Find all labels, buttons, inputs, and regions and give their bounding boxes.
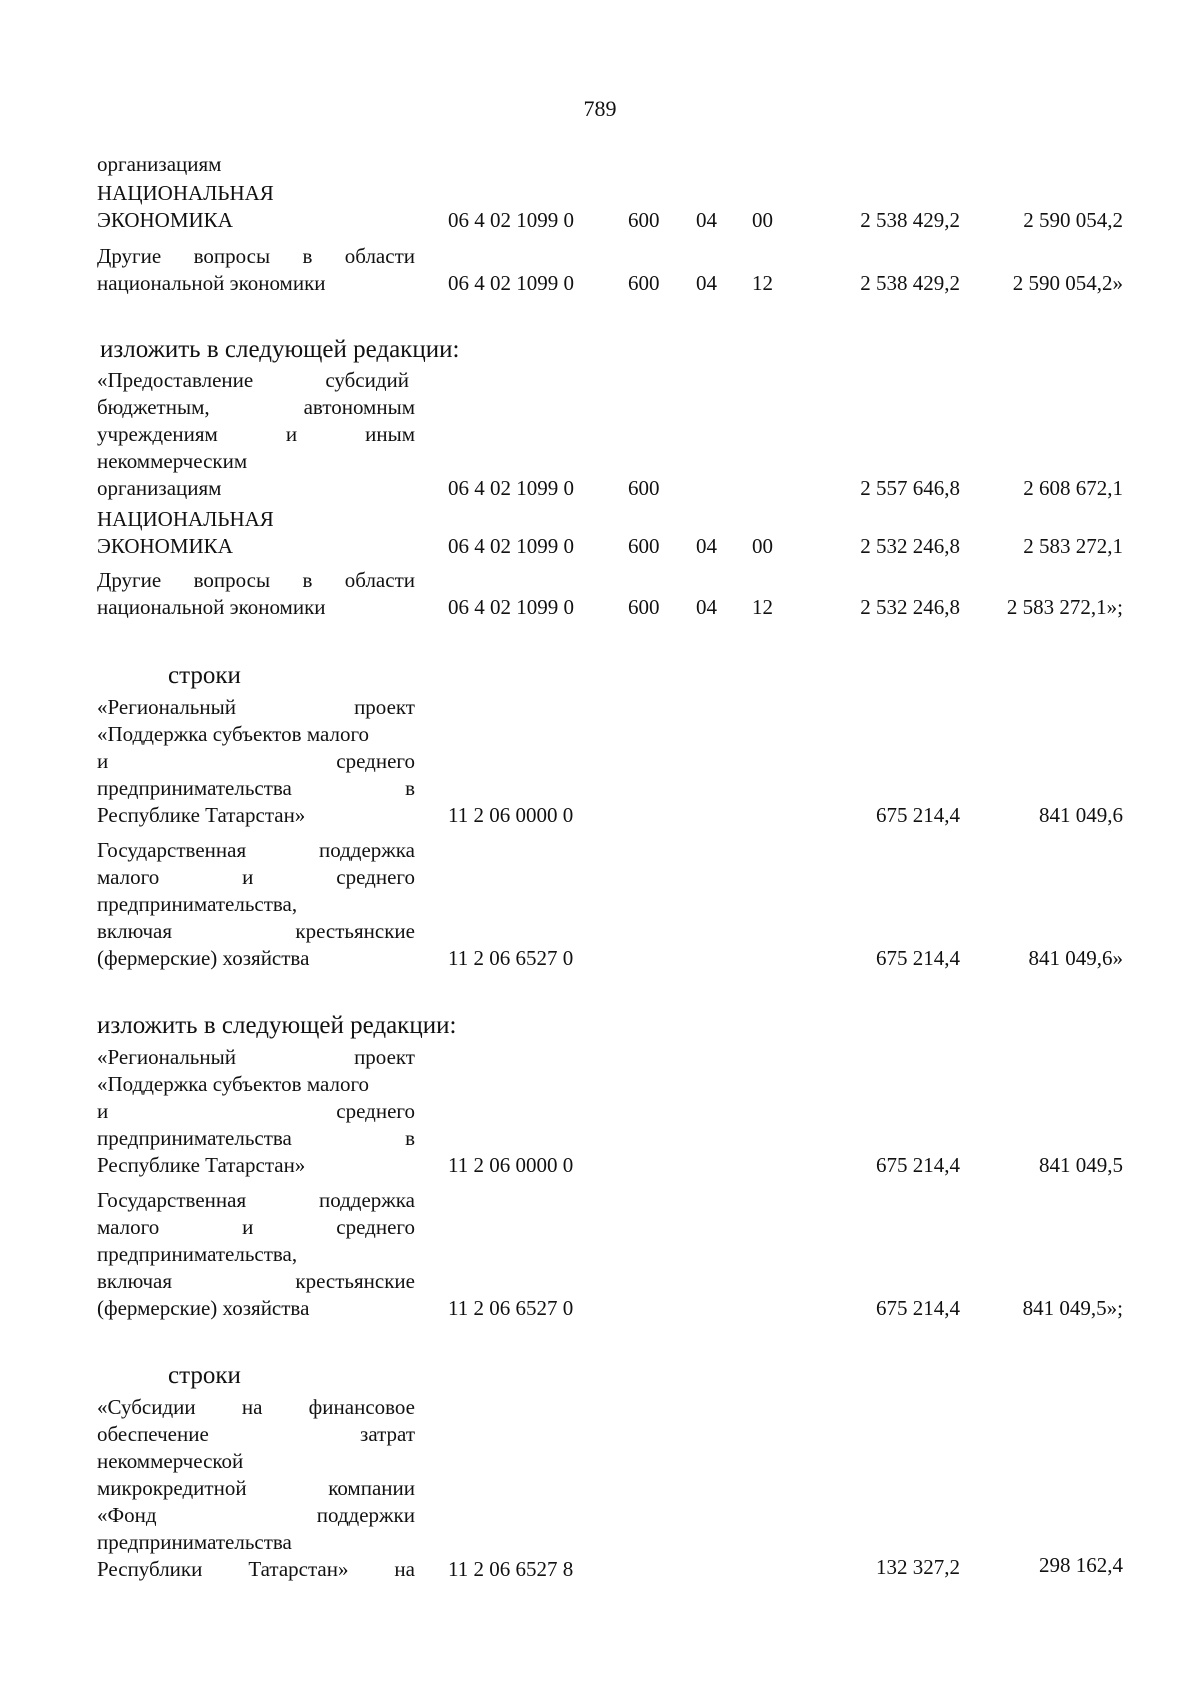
table-row xyxy=(0,567,1200,621)
row-name-line: предпринимательства, xyxy=(97,1242,298,1266)
target-code: 06 4 02 1099 0 xyxy=(448,271,574,295)
row-name-line: ЭКОНОМИКА xyxy=(97,534,233,558)
amount-year1: 2 538 429,2 xyxy=(860,271,960,295)
row-name xyxy=(97,243,415,297)
row-name-line: Республике Татарстан» xyxy=(97,803,306,827)
row-name-line: «Поддержка субъектов малого xyxy=(97,1072,370,1096)
subsection-code: 00 xyxy=(752,534,773,558)
row-name-line: «Поддержка субъектов малого xyxy=(97,722,370,746)
row-name-line: организациям xyxy=(97,152,222,176)
amount-year2: 298 162,4 xyxy=(1039,1553,1123,1577)
row-name-line: национальной экономики xyxy=(97,595,326,619)
row-name-line: ЭКОНОМИКА xyxy=(97,208,233,232)
amount-year2: 2 590 054,2 xyxy=(1023,208,1123,232)
row-name-line: малого и среднего xyxy=(97,1215,415,1239)
table-row xyxy=(0,367,1200,502)
row-name-line: некоммерческой xyxy=(97,1449,244,1473)
target-code: 11 2 06 0000 0 xyxy=(448,803,574,827)
row-name-line: предпринимательства в xyxy=(97,1126,415,1150)
section-code: 04 xyxy=(696,208,717,232)
row-name xyxy=(97,837,415,972)
amount-year2: 841 049,5 xyxy=(1039,1153,1123,1177)
row-name-line: Республики Татарстан» на xyxy=(97,1557,415,1581)
row-name-line: включая крестьянские xyxy=(97,1269,415,1293)
row-name-line: предпринимательства, xyxy=(97,892,298,916)
expense-type: 600 xyxy=(628,208,660,232)
table-row xyxy=(0,1187,1200,1322)
amount-year2: 841 049,6 xyxy=(1039,803,1123,827)
section-code: 04 xyxy=(696,595,717,619)
target-code: 06 4 02 1099 0 xyxy=(448,534,574,558)
section-heading: строки xyxy=(168,1362,241,1389)
row-name-line: и среднего xyxy=(97,749,415,773)
row-name-line: Государственная поддержка xyxy=(97,838,415,862)
table-row xyxy=(0,1044,1200,1179)
expense-type: 600 xyxy=(628,595,660,619)
section-heading: строки xyxy=(168,662,241,689)
row-name-line: Республике Татарстан» xyxy=(97,1153,306,1177)
target-code: 06 4 02 1099 0 xyxy=(448,476,574,500)
row-name-line: и среднего xyxy=(97,1099,415,1123)
row-name xyxy=(97,1394,415,1583)
row-name-line: включая крестьянские xyxy=(97,919,415,943)
amount-year1: 2 538 429,2 xyxy=(860,208,960,232)
amount-year2: 841 049,6» xyxy=(1028,946,1123,970)
target-code: 06 4 02 1099 0 xyxy=(448,595,574,619)
row-name-line: Другие вопросы в области xyxy=(97,568,415,592)
table-row xyxy=(0,837,1200,972)
row-name-line: НАЦИОНАЛЬНАЯ xyxy=(97,181,274,205)
row-name-line: микрокредитной компании xyxy=(97,1476,415,1500)
table-row xyxy=(0,151,1200,178)
section-code: 04 xyxy=(696,271,717,295)
row-name-line: Другие вопросы в области xyxy=(97,244,415,268)
row-name-line: (фермерские) хозяйства xyxy=(97,1296,310,1320)
amount-year1: 675 214,4 xyxy=(876,803,960,827)
table-row xyxy=(0,694,1200,829)
row-name-line: организациям xyxy=(97,476,222,500)
amount-year2: 2 608 672,1 xyxy=(1023,476,1123,500)
amount-year1: 675 214,4 xyxy=(876,1153,960,1177)
row-name-line: бюджетным, автономным xyxy=(97,395,415,419)
table-row xyxy=(0,180,1200,234)
amount-year1: 132 327,2 xyxy=(876,1555,960,1579)
row-name xyxy=(97,180,415,234)
subsection-code: 12 xyxy=(752,271,773,295)
row-name xyxy=(97,151,415,178)
expense-type: 600 xyxy=(628,534,660,558)
table-row xyxy=(0,1394,1200,1583)
row-name-line: «Региональный проект xyxy=(97,1045,415,1069)
section-heading: изложить в следующей редакции: xyxy=(97,1012,457,1039)
row-name xyxy=(97,367,415,502)
row-name-line: некоммерческим xyxy=(97,449,248,473)
row-name-line: предпринимательства в xyxy=(97,776,415,800)
subsection-code: 12 xyxy=(752,595,773,619)
row-name-line: «Фонд поддержки xyxy=(97,1503,415,1527)
page-number: 789 xyxy=(583,96,617,121)
amount-year1: 2 532 246,8 xyxy=(860,534,960,558)
amount-year2: 841 049,5»; xyxy=(1022,1296,1123,1320)
amount-year1: 675 214,4 xyxy=(876,1296,960,1320)
row-name xyxy=(97,567,415,621)
row-name-line: (фермерские) хозяйства xyxy=(97,946,310,970)
target-code: 11 2 06 6527 0 xyxy=(448,1296,574,1320)
amount-year2: 2 590 054,2» xyxy=(1012,271,1123,295)
amount-year1: 2 557 646,8 xyxy=(860,476,960,500)
row-name-line: малого и среднего xyxy=(97,865,415,889)
amount-year1: 2 532 246,8 xyxy=(860,595,960,619)
amount-year2: 2 583 272,1 xyxy=(1023,534,1123,558)
row-name-line: обеспечение затрат xyxy=(97,1422,415,1446)
section-heading: изложить в следующей редакции: xyxy=(100,336,460,363)
row-name-line: НАЦИОНАЛЬНАЯ xyxy=(97,507,274,531)
row-name-line: национальной экономики xyxy=(97,271,326,295)
amount-year2: 2 583 272,1»; xyxy=(1006,595,1123,619)
amount-year1: 675 214,4 xyxy=(876,946,960,970)
row-name-line: Государственная поддержка xyxy=(97,1188,415,1212)
row-name xyxy=(97,1044,415,1179)
row-name xyxy=(97,1187,415,1322)
row-name-line: «Предоставление субсидий xyxy=(97,368,409,392)
table-row xyxy=(0,506,1200,560)
expense-type: 600 xyxy=(628,476,660,500)
row-name xyxy=(97,506,415,560)
subsection-code: 00 xyxy=(752,208,773,232)
target-code: 11 2 06 6527 8 xyxy=(448,1557,574,1581)
expense-type: 600 xyxy=(628,271,660,295)
row-name-line: «Региональный проект xyxy=(97,695,415,719)
row-name-line: учреждениям и иным xyxy=(97,422,415,446)
table-row xyxy=(0,243,1200,297)
row-name xyxy=(97,694,415,829)
section-code: 04 xyxy=(696,534,717,558)
target-code: 06 4 02 1099 0 xyxy=(448,208,574,232)
target-code: 11 2 06 6527 0 xyxy=(448,946,574,970)
row-name-line: предпринимательства xyxy=(97,1530,292,1554)
row-name-line: «Субсидии на финансовое xyxy=(97,1395,415,1419)
target-code: 11 2 06 0000 0 xyxy=(448,1153,574,1177)
